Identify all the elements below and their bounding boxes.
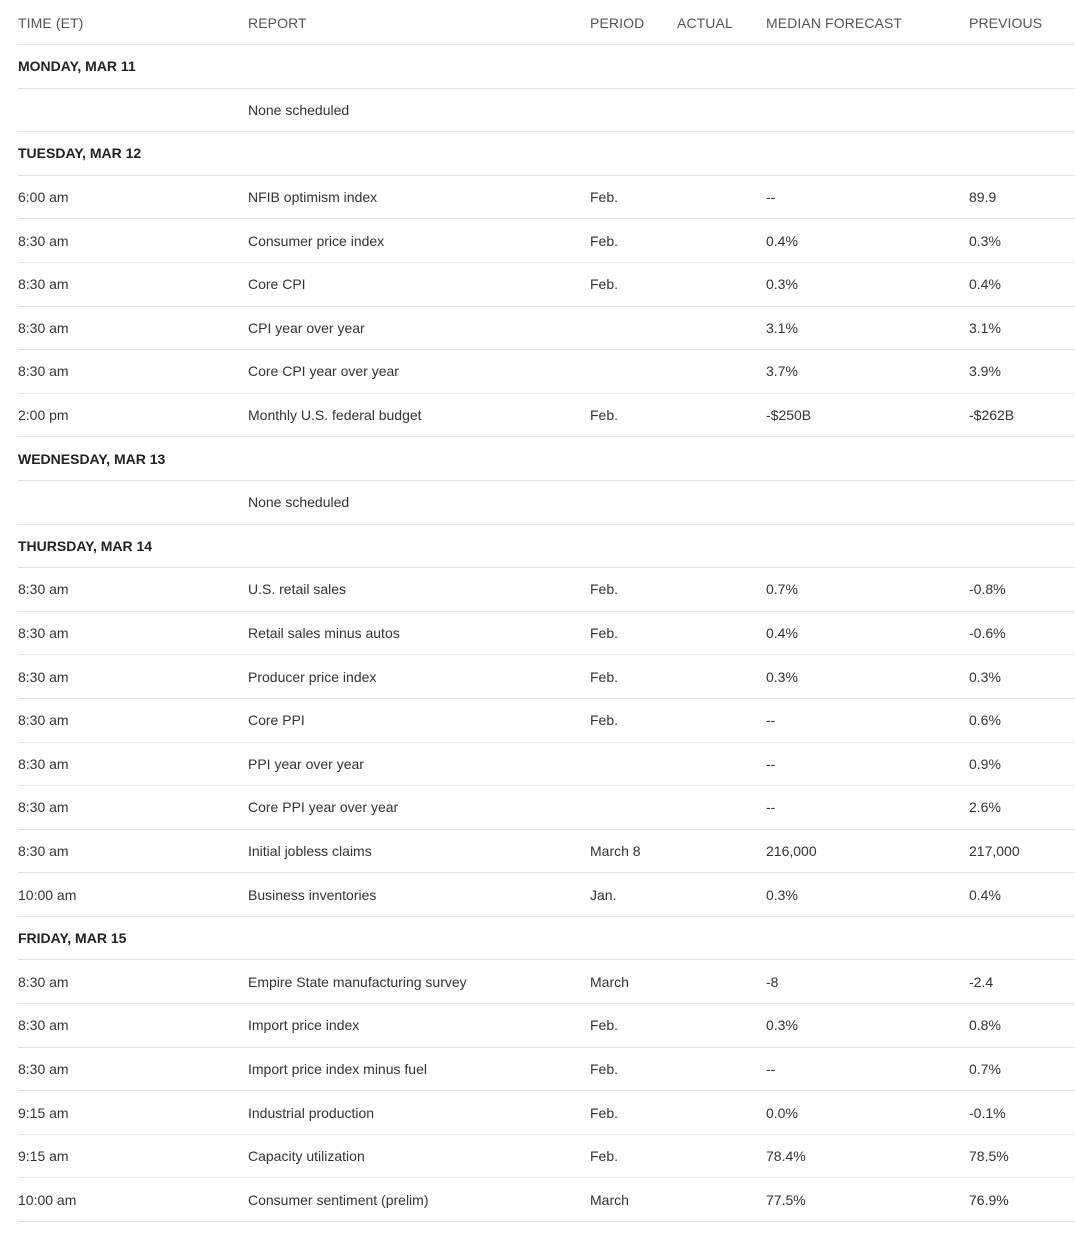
table-row — [18, 743, 1075, 787]
report-cell: Capacity utilization — [248, 1148, 365, 1165]
period-cell: March — [590, 973, 629, 990]
table-row — [18, 176, 1075, 220]
table-row — [18, 655, 1075, 699]
report-cell: Monthly U.S. federal budget — [248, 407, 422, 424]
day-header-row — [18, 917, 1075, 961]
table-row — [18, 263, 1075, 307]
table-row — [18, 1178, 1075, 1222]
table-row — [18, 350, 1075, 394]
report-cell: Core PPI year over year — [248, 799, 399, 816]
previous-cell: 2.6% — [969, 799, 1001, 816]
period-cell: March — [590, 1191, 629, 1208]
previous-cell: 0.7% — [969, 1060, 1001, 1077]
previous-cell: 0.4% — [969, 886, 1001, 903]
time-cell: 8:30 am — [18, 973, 69, 990]
table-row — [18, 307, 1075, 351]
previous-cell: 78.5% — [969, 1148, 1009, 1165]
table-row — [18, 568, 1075, 612]
previous-cell: -$262B — [969, 407, 1015, 424]
previous-cell: 0.3% — [969, 668, 1001, 685]
time-cell: 8:30 am — [18, 799, 69, 816]
median-forecast-cell: 0.0% — [766, 1104, 798, 1121]
report-cell: Import price index — [248, 1017, 360, 1034]
median-forecast-cell: 0.7% — [766, 581, 798, 598]
median-forecast-cell: -- — [766, 755, 776, 772]
previous-cell: 0.8% — [969, 1017, 1001, 1034]
period-cell: Feb. — [590, 1017, 619, 1034]
time-cell: 8:30 am — [18, 232, 69, 249]
time-cell: 8:30 am — [18, 842, 69, 859]
column-header-actual[interactable]: ACTUAL — [677, 14, 733, 31]
time-cell: 8:30 am — [18, 581, 69, 598]
median-forecast-cell: 78.4% — [766, 1148, 806, 1165]
report-cell: None scheduled — [248, 494, 350, 511]
median-forecast-cell: 3.7% — [766, 363, 798, 380]
time-cell: 9:15 am — [18, 1104, 69, 1121]
period-cell: Feb. — [590, 189, 619, 206]
time-cell: 8:30 am — [18, 755, 69, 772]
previous-cell: 0.3% — [969, 232, 1001, 249]
report-cell: Empire State manufacturing survey — [248, 973, 467, 990]
table-row — [18, 699, 1075, 743]
report-cell: None scheduled — [248, 101, 350, 118]
column-header-time[interactable]: TIME (ET) — [18, 14, 84, 31]
median-forecast-cell: 216,000 — [766, 842, 817, 859]
time-cell: 8:30 am — [18, 625, 69, 642]
time-cell: 6:00 am — [18, 189, 69, 206]
report-cell: Consumer price index — [248, 232, 385, 249]
period-cell: Feb. — [590, 276, 619, 293]
report-cell: Import price index minus fuel — [248, 1060, 427, 1077]
economic-calendar-table — [18, 0, 1075, 1222]
time-cell: 2:00 pm — [18, 407, 69, 424]
day-label: TUESDAY, MAR 12 — [18, 145, 142, 162]
median-forecast-cell: 0.3% — [766, 886, 798, 903]
previous-cell: -2.4 — [969, 973, 994, 990]
median-forecast-cell: 0.3% — [766, 668, 798, 685]
median-forecast-cell: 3.1% — [766, 319, 798, 336]
time-cell: 9:15 am — [18, 1148, 69, 1165]
time-cell: 8:30 am — [18, 668, 69, 685]
report-cell: Core CPI year over year — [248, 363, 399, 380]
previous-cell: 0.9% — [969, 755, 1001, 772]
report-cell: Core CPI — [248, 276, 306, 293]
median-forecast-cell: 0.4% — [766, 232, 798, 249]
report-cell: Retail sales minus autos — [248, 625, 400, 642]
table-row — [18, 830, 1075, 874]
previous-cell: 3.9% — [969, 363, 1001, 380]
day-label: WEDNESDAY, MAR 13 — [18, 450, 166, 467]
table-row — [18, 873, 1075, 917]
previous-cell: 217,000 — [969, 842, 1020, 859]
period-cell: Feb. — [590, 1104, 619, 1121]
period-cell: Jan. — [590, 886, 617, 903]
time-cell: 8:30 am — [18, 319, 69, 336]
previous-cell: 3.1% — [969, 319, 1001, 336]
period-cell: Feb. — [590, 712, 619, 729]
median-forecast-cell: 0.3% — [766, 1017, 798, 1034]
previous-cell: 89.9 — [969, 189, 997, 206]
column-header-period[interactable]: PERIOD — [590, 14, 645, 31]
table-header-row — [18, 0, 1075, 45]
day-header-row — [18, 437, 1075, 481]
day-label: THURSDAY, MAR 14 — [18, 537, 153, 554]
report-cell: Producer price index — [248, 668, 377, 685]
previous-cell: -0.1% — [969, 1104, 1006, 1121]
time-cell: 8:30 am — [18, 363, 69, 380]
day-label: MONDAY, MAR 11 — [18, 58, 136, 75]
time-cell: 8:30 am — [18, 1060, 69, 1077]
period-cell: Feb. — [590, 1060, 619, 1077]
period-cell: Feb. — [590, 668, 619, 685]
previous-cell: -0.8% — [969, 581, 1006, 598]
report-cell: Core PPI — [248, 712, 305, 729]
table-body — [18, 45, 1075, 1222]
day-header-row — [18, 132, 1075, 176]
report-cell: CPI year over year — [248, 319, 365, 336]
table-row — [18, 1004, 1075, 1048]
report-cell: Industrial production — [248, 1104, 375, 1121]
period-cell: Feb. — [590, 407, 619, 424]
time-cell: 10:00 am — [18, 886, 77, 903]
period-cell: Feb. — [590, 581, 619, 598]
previous-cell: 0.4% — [969, 276, 1001, 293]
report-cell: NFIB optimism index — [248, 189, 378, 206]
time-cell: 8:30 am — [18, 276, 69, 293]
table-row — [18, 786, 1075, 830]
period-cell: Feb. — [590, 1148, 619, 1165]
previous-cell: -0.6% — [969, 625, 1006, 642]
period-cell: Feb. — [590, 232, 619, 249]
period-cell: March 8 — [590, 842, 641, 859]
table-row — [18, 960, 1075, 1004]
previous-cell: 76.9% — [969, 1191, 1009, 1208]
median-forecast-cell: 0.3% — [766, 276, 798, 293]
table-row — [18, 481, 1075, 525]
time-cell: 8:30 am — [18, 712, 69, 729]
median-forecast-cell: -- — [766, 1060, 776, 1077]
median-forecast-cell: 0.4% — [766, 625, 798, 642]
median-forecast-cell: 77.5% — [766, 1191, 806, 1208]
column-header-report[interactable]: REPORT — [248, 14, 307, 31]
previous-cell: 0.6% — [969, 712, 1001, 729]
day-header-row — [18, 525, 1075, 569]
table-row — [18, 1091, 1075, 1135]
report-cell: Initial jobless claims — [248, 842, 372, 859]
table-row — [18, 612, 1075, 656]
table-row — [18, 394, 1075, 438]
median-forecast-cell: -8 — [766, 973, 779, 990]
column-header-median-forecast[interactable]: MEDIAN FORECAST — [766, 14, 903, 31]
time-cell: 10:00 am — [18, 1191, 77, 1208]
report-cell: Business inventories — [248, 886, 377, 903]
day-header-row — [18, 45, 1075, 89]
median-forecast-cell: -- — [766, 712, 776, 729]
table-row — [18, 1135, 1075, 1179]
report-cell: U.S. retail sales — [248, 581, 347, 598]
median-forecast-cell: -- — [766, 799, 776, 816]
table-row — [18, 1048, 1075, 1092]
column-header-previous[interactable]: PREVIOUS — [969, 14, 1043, 31]
report-cell: Consumer sentiment (prelim) — [248, 1191, 429, 1208]
median-forecast-cell: -$250B — [766, 407, 812, 424]
median-forecast-cell: -- — [766, 189, 776, 206]
table-row — [18, 219, 1075, 263]
time-cell: 8:30 am — [18, 1017, 69, 1034]
period-cell: Feb. — [590, 625, 619, 642]
day-label: FRIDAY, MAR 15 — [18, 930, 127, 947]
table-row — [18, 89, 1075, 133]
report-cell: PPI year over year — [248, 755, 364, 772]
